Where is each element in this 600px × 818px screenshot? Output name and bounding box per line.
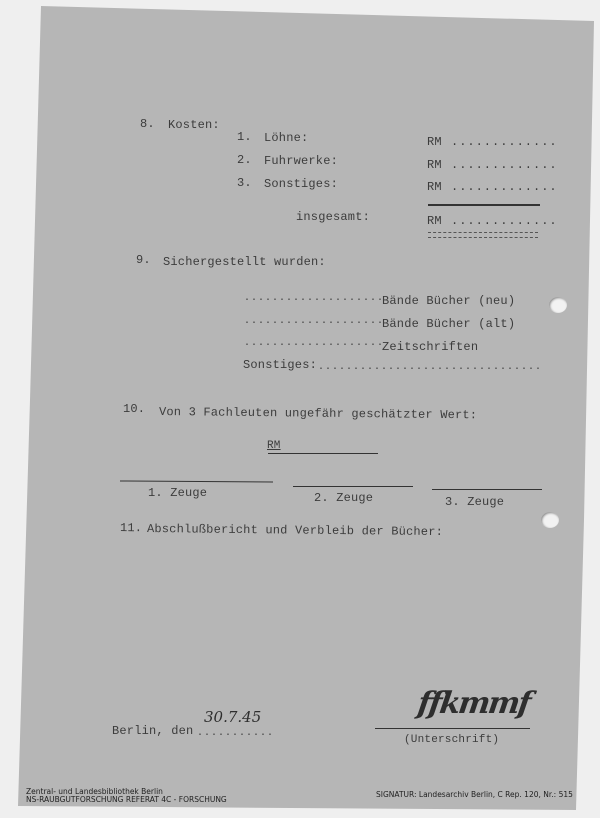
date-dots[interactable]: ...........	[197, 728, 275, 739]
signature-label: (Unterschrift)	[404, 734, 500, 746]
cost-item-number: 1.	[237, 130, 252, 144]
secured-label: Bände Bücher (neu)	[382, 294, 516, 308]
secured-label: Zeitschriften	[382, 340, 479, 354]
estimate-currency: RM	[267, 440, 281, 452]
cost-item-number: 2.	[237, 153, 252, 167]
cost-item-currency: RM	[427, 180, 442, 194]
double-underline	[428, 232, 538, 238]
punch-hole-top	[549, 297, 567, 313]
library-line-1: Zentral- und Landesbibliothek Berlin	[26, 787, 163, 796]
library-line-2: NS-RAUBGUTFORSCHUNG REFERAT 4C - FORSCHUNG	[26, 795, 227, 804]
section10-number: 10.	[123, 402, 146, 416]
signatur-label: SIGNATUR: Landesarchiv Berlin, C Rep. 120, Nr.: 515	[376, 790, 573, 799]
section8-title: Kosten:	[168, 118, 220, 132]
witness-label: 3. Zeuge	[445, 495, 505, 509]
cost-item-value[interactable]: .............	[451, 158, 558, 172]
cost-item-number: 3.	[237, 176, 252, 190]
cost-item-value[interactable]: .............	[451, 135, 558, 149]
secured-value[interactable]: ....................	[244, 338, 385, 349]
cost-item-label: Sonstiges:	[264, 177, 339, 191]
sum-line	[428, 204, 540, 206]
section10-title: Von 3 Fachleuten ungefähr geschätzter Wert:	[158, 405, 478, 423]
section9-title: Sichergestellt wurden:	[163, 255, 326, 269]
secured-label: Bände Bücher (alt)	[382, 317, 516, 331]
section11-title: Abschlußbericht und Verbleib der Bücher:	[146, 522, 444, 540]
witness-line-2[interactable]	[293, 486, 413, 487]
section11-number: 11.	[119, 521, 143, 536]
cost-item-label: Fuhrwerke:	[264, 154, 339, 168]
witness-line-3[interactable]	[432, 489, 542, 490]
section9-number: 9.	[136, 253, 151, 267]
other-value[interactable]: ................................	[318, 362, 543, 373]
punch-hole-bottom	[541, 512, 559, 528]
cost-item-label: Löhne:	[264, 131, 309, 145]
witness-label: 1. Zeuge	[148, 486, 208, 500]
witness-label: 2. Zeuge	[314, 491, 374, 505]
total-currency: RM	[427, 214, 442, 228]
cost-item-value[interactable]: .............	[451, 180, 558, 194]
cost-item-currency: RM	[427, 158, 442, 172]
handwritten-date: 30.7.45	[204, 708, 262, 726]
estimate-line[interactable]	[268, 453, 378, 454]
cost-item-currency: RM	[427, 135, 442, 149]
handwritten-signature: ffkmmf	[415, 686, 532, 721]
signature-line[interactable]	[375, 728, 530, 729]
secured-value[interactable]: ....................	[244, 293, 385, 304]
total-value[interactable]: .............	[451, 214, 558, 228]
section8-number: 8.	[140, 117, 155, 131]
other-label: Sonstiges:	[243, 358, 318, 372]
place-label: Berlin, den	[112, 724, 194, 738]
total-label: insgesamt:	[296, 210, 371, 224]
secured-value[interactable]: ....................	[244, 316, 385, 327]
